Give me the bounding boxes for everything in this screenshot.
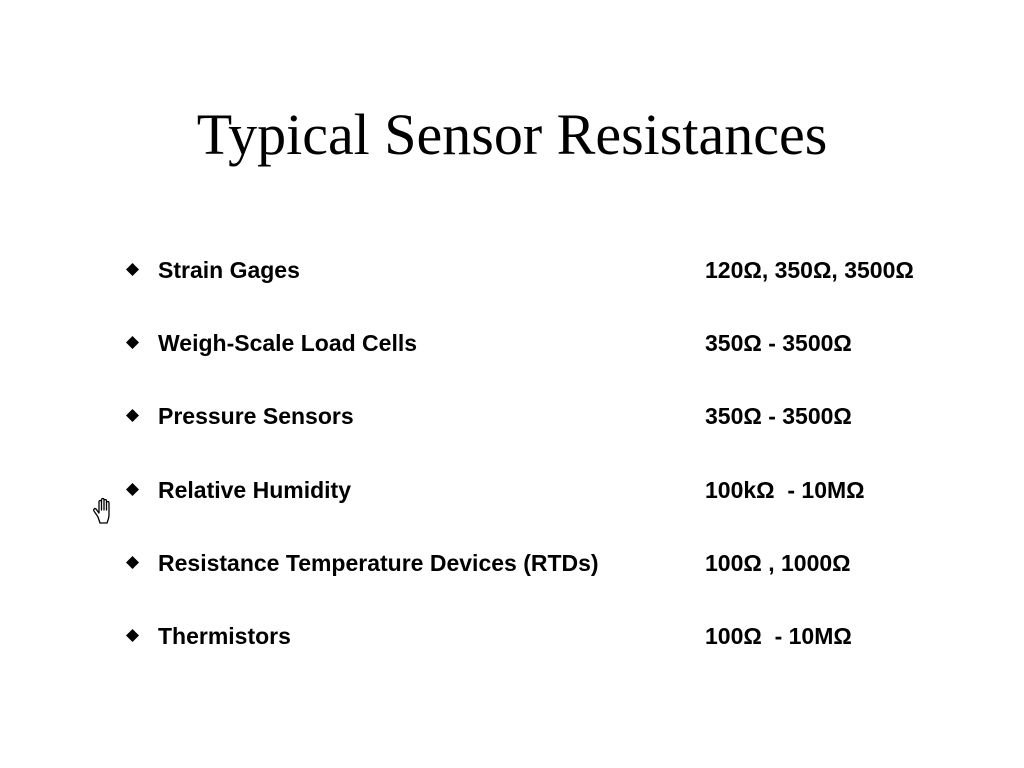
item-label: Weigh-Scale Load Cells: [158, 330, 418, 356]
list-item: [0, 548, 1024, 584]
item-resistance: 100kΩ - 10MΩ: [705, 477, 865, 503]
item-label: Pressure Sensors: [158, 403, 354, 429]
item-label: Strain Gages: [158, 257, 300, 283]
item-label: Relative Humidity: [158, 477, 351, 503]
item-resistance: 350Ω - 3500Ω: [705, 330, 852, 356]
item-label: Thermistors: [158, 623, 291, 649]
list-item: [0, 255, 1024, 291]
item-resistance: 100Ω , 1000Ω: [705, 550, 851, 576]
diamond-bullet-icon: [126, 556, 139, 569]
slide-title: Typical Sensor Resistances: [196, 102, 828, 167]
diamond-bullet-icon: [126, 263, 139, 276]
item-resistance: 350Ω - 3500Ω: [705, 403, 852, 429]
diamond-bullet-icon: [126, 409, 139, 422]
hand-cursor-icon: [92, 497, 116, 525]
item-resistance: 120Ω, 350Ω, 3500Ω: [705, 257, 914, 283]
list-item: [0, 328, 1024, 364]
list-item: [0, 621, 1024, 657]
diamond-bullet-icon: [126, 336, 139, 349]
item-resistance: 100Ω - 10MΩ: [705, 623, 852, 649]
diamond-bullet-icon: [126, 483, 139, 496]
diamond-bullet-icon: [126, 629, 139, 642]
list-item: [0, 401, 1024, 437]
list-item: [0, 475, 1024, 511]
item-label: Resistance Temperature Devices (RTDs): [158, 550, 599, 576]
